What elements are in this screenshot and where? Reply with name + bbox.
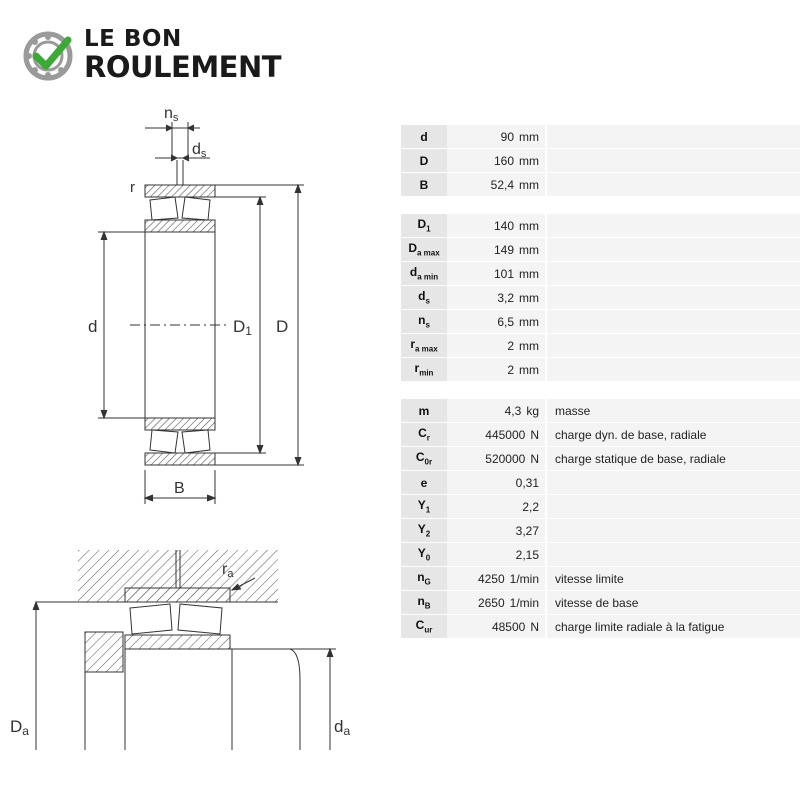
symbol-subscript: s — [425, 320, 430, 330]
table-row — [401, 591, 800, 615]
symbol-text: e — [420, 475, 428, 490]
symbol-subscript: s — [425, 296, 430, 306]
symbol-text: d — [409, 265, 418, 280]
param-description — [546, 262, 800, 286]
unit-text: mm — [519, 290, 539, 305]
gap-cell — [447, 197, 546, 214]
symbol-text: n — [417, 570, 425, 585]
logo — [22, 24, 312, 86]
value-text: 2 — [507, 338, 514, 353]
param-symbol — [401, 286, 447, 310]
param-description — [546, 358, 800, 382]
label-ds: ds — [192, 141, 207, 160]
table-row — [401, 471, 800, 495]
table-row — [401, 399, 800, 423]
param-symbol — [401, 567, 447, 591]
symbol-subscript: 0 — [425, 553, 431, 563]
value-text: 520000 — [485, 451, 526, 466]
param-symbol — [401, 358, 447, 382]
param-description — [546, 173, 800, 197]
label-B: B — [174, 480, 185, 497]
symbol-text: D — [417, 217, 427, 232]
unit-text: mm — [519, 314, 539, 329]
label-D: D — [276, 317, 289, 336]
table-row — [401, 423, 800, 447]
value-text: 140 — [493, 218, 514, 233]
table-row — [401, 615, 800, 639]
symbol-text: C — [415, 450, 425, 465]
value-text: 3,27 — [515, 523, 539, 538]
value-text: 445000 — [485, 427, 526, 442]
param-symbol — [401, 423, 447, 447]
unit-text: mm — [519, 177, 539, 192]
bearing-section-diagram — [70, 100, 370, 510]
label-D1: D1 — [233, 317, 252, 338]
symbol-text: r — [410, 337, 415, 352]
table-row — [401, 543, 800, 567]
symbol-text: B — [419, 177, 429, 192]
param-description — [546, 519, 800, 543]
unit-text: kg — [526, 403, 539, 418]
table-row — [401, 447, 800, 471]
gap-cell — [401, 197, 447, 214]
param-description — [546, 238, 800, 262]
value-text: 48500 — [491, 619, 526, 634]
symbol-text: n — [418, 313, 426, 328]
symbol-text: r — [414, 361, 420, 376]
param-value — [447, 310, 546, 334]
value-text: 2,2 — [522, 499, 539, 514]
unit-text: N — [530, 619, 539, 634]
param-description — [546, 495, 800, 519]
symbol-text: C — [415, 618, 425, 633]
param-description: vitesse limite — [546, 567, 800, 591]
unit-text: 1/min — [509, 595, 539, 610]
mounting-diagram — [0, 540, 370, 770]
label-Da: Da — [10, 717, 29, 738]
symbol-subscript: 1 — [425, 505, 431, 515]
symbol-text: Y — [417, 546, 426, 561]
table-row — [401, 262, 800, 286]
unit-text: mm — [519, 218, 539, 233]
symbol-subscript: r — [426, 433, 430, 443]
unit-text: mm — [519, 362, 539, 377]
symbol-text: D — [408, 241, 417, 256]
param-description: charge limite radiale à la fatigue — [546, 615, 800, 639]
table-row — [401, 286, 800, 310]
symbol-text: Y — [417, 522, 426, 537]
param-description — [546, 149, 800, 173]
param-value — [447, 423, 546, 447]
param-symbol — [401, 519, 447, 543]
symbol-subscript: 2 — [425, 529, 431, 539]
table-row — [401, 495, 800, 519]
spec-table-body — [401, 125, 800, 639]
param-description: masse — [546, 399, 800, 423]
logo-line-1: LE BON — [84, 26, 182, 52]
value-text: 3,2 — [497, 290, 514, 305]
symbol-text: m — [418, 403, 430, 418]
symbol-text: n — [417, 594, 425, 609]
symbol-text: C — [418, 426, 427, 441]
logo-wordmark — [84, 28, 281, 82]
param-value — [447, 125, 546, 149]
param-value — [447, 471, 546, 495]
param-value — [447, 591, 546, 615]
table-gap — [401, 197, 800, 214]
param-symbol — [401, 447, 447, 471]
param-value — [447, 399, 546, 423]
param-description — [546, 125, 800, 149]
param-description — [546, 543, 800, 567]
table-row — [401, 358, 800, 382]
unit-text: N — [530, 451, 539, 466]
param-value — [447, 262, 546, 286]
param-value — [447, 173, 546, 197]
symbol-text: d — [418, 289, 426, 304]
param-symbol — [401, 399, 447, 423]
value-text: 4250 — [477, 571, 505, 586]
table-row — [401, 310, 800, 334]
param-description — [546, 286, 800, 310]
param-value — [447, 447, 546, 471]
label-r: r — [130, 179, 135, 196]
unit-text: mm — [519, 153, 539, 168]
logo-line-2: ROULEMENT — [84, 50, 282, 84]
unit-text: mm — [519, 266, 539, 281]
value-text: 4,3 — [504, 403, 522, 418]
param-description: vitesse de base — [546, 591, 800, 615]
spec-table — [401, 125, 800, 639]
unit-text: mm — [519, 338, 539, 353]
unit-text: N — [530, 427, 539, 442]
table-row — [401, 214, 800, 238]
param-description — [546, 310, 800, 334]
bearing-check-icon — [22, 28, 78, 84]
symbol-subscript: a min — [417, 272, 439, 282]
value-text: 0,31 — [515, 475, 539, 490]
param-description — [546, 214, 800, 238]
table-row — [401, 149, 800, 173]
param-symbol — [401, 125, 447, 149]
symbol-text: D — [419, 153, 429, 168]
param-symbol — [401, 262, 447, 286]
param-symbol — [401, 471, 447, 495]
table-row — [401, 173, 800, 197]
param-value — [447, 567, 546, 591]
table-row — [401, 334, 800, 358]
symbol-subscript: 1 — [426, 224, 431, 234]
gap-cell — [546, 197, 800, 214]
param-symbol — [401, 615, 447, 639]
symbol-subscript: ur — [424, 625, 433, 635]
value-text: 52,4 — [490, 177, 514, 192]
symbol-subscript: G — [424, 577, 431, 587]
param-value — [447, 358, 546, 382]
symbol-subscript: B — [424, 601, 431, 611]
param-symbol — [401, 238, 447, 262]
unit-text: 1/min — [509, 571, 539, 586]
param-symbol — [401, 334, 447, 358]
param-value — [447, 286, 546, 310]
param-value — [447, 214, 546, 238]
value-text: 2650 — [477, 595, 505, 610]
symbol-subscript: a max — [414, 344, 438, 354]
table-row — [401, 125, 800, 149]
param-symbol — [401, 543, 447, 567]
param-symbol — [401, 214, 447, 238]
gap-cell — [447, 382, 546, 399]
value-text: 90 — [500, 129, 514, 144]
value-text: 6,5 — [497, 314, 514, 329]
param-symbol — [401, 173, 447, 197]
param-description: charge dyn. de base, radiale — [546, 423, 800, 447]
value-text: 149 — [493, 242, 514, 257]
value-text: 2 — [507, 362, 514, 377]
param-description — [546, 471, 800, 495]
table-gap — [401, 382, 800, 399]
table-row — [401, 519, 800, 543]
param-value — [447, 615, 546, 639]
param-value — [447, 238, 546, 262]
label-ra: ra — [222, 561, 234, 580]
label-d: d — [88, 317, 98, 336]
symbol-subscript: 0r — [424, 457, 433, 467]
gap-cell — [546, 382, 800, 399]
param-value — [447, 334, 546, 358]
unit-text: mm — [519, 129, 539, 144]
param-symbol — [401, 591, 447, 615]
param-value — [447, 149, 546, 173]
gap-cell — [401, 382, 447, 399]
symbol-text: d — [420, 129, 428, 144]
label-da: da — [334, 717, 351, 738]
param-value — [447, 543, 546, 567]
param-value — [447, 495, 546, 519]
symbol-text: Y — [417, 498, 426, 513]
unit-text: mm — [519, 242, 539, 257]
value-text: 160 — [493, 153, 514, 168]
param-symbol — [401, 310, 447, 334]
param-value — [447, 519, 546, 543]
label-ns: ns — [164, 105, 179, 124]
symbol-subscript: min — [419, 368, 434, 378]
symbol-subscript: a max — [416, 248, 440, 258]
param-symbol — [401, 495, 447, 519]
param-symbol — [401, 149, 447, 173]
table-row — [401, 567, 800, 591]
value-text: 101 — [493, 266, 514, 281]
value-text: 2,15 — [515, 547, 539, 562]
param-description — [546, 334, 800, 358]
table-row — [401, 238, 800, 262]
param-description: charge statique de base, radiale — [546, 447, 800, 471]
